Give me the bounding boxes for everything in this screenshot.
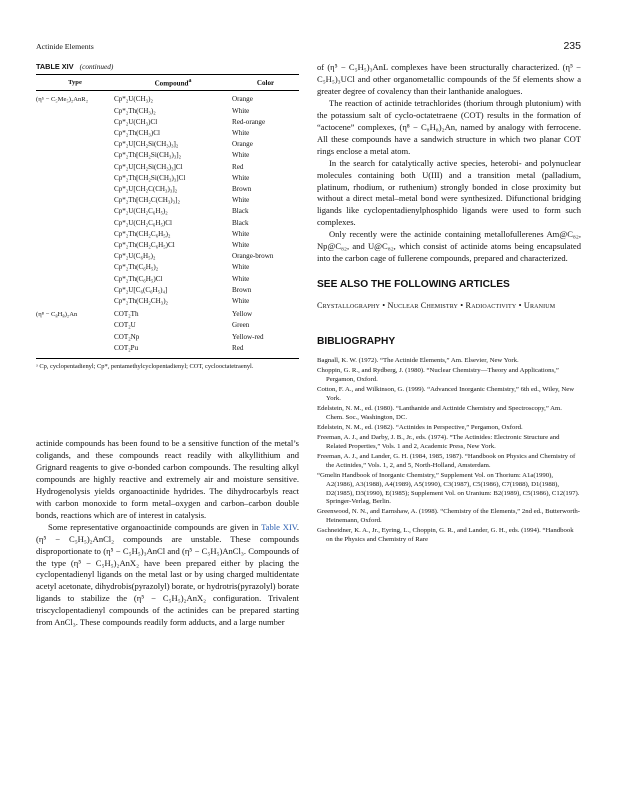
cell-color: Brown — [232, 285, 252, 294]
cell-color: Yellow-red — [232, 332, 264, 341]
cell-compound: COT₂Pu — [114, 343, 232, 359]
bibliography-entry: Choppin, G. R., and Rydberg, J. (1980). “Nuclear Chemistry—Theory and Applications,” Pergamon, Oxford. — [317, 367, 559, 384]
cell-color: White — [232, 196, 250, 205]
table-row — [36, 184, 299, 195]
table-row — [36, 274, 299, 285]
page-number: 235 — [563, 40, 581, 52]
bibliography-entry: Bagnall, K. W. (1972). “The Actinide Elements,” Am. Elsevier, New York. — [317, 357, 519, 365]
table-row — [36, 285, 299, 296]
cell-compound: COT₂Th — [114, 310, 139, 319]
see-also-link-radioactivity[interactable]: Radioactivity — [465, 301, 517, 311]
cell-type — [36, 206, 114, 217]
cell-compound: Cp*₂U(CH₂C₆H₅)₂ — [114, 207, 168, 216]
cell-compound: Cp*₂Th(CH₃)Cl — [114, 128, 160, 137]
cell-color: White — [232, 128, 250, 137]
cell-color: Green — [232, 321, 250, 330]
running-title: Actinide Elements — [36, 42, 94, 51]
table-row — [36, 91, 299, 106]
see-also-link-crystallography[interactable]: Crystallography — [317, 301, 380, 311]
bibliography-heading: BIBLIOGRAPHY — [317, 336, 396, 348]
cell-compound: COT₂Np — [114, 332, 140, 341]
cell-color: Yellow — [232, 310, 253, 319]
table-row — [36, 173, 299, 184]
cell-type — [36, 150, 114, 161]
cell-type — [36, 195, 114, 206]
cell-type: (η⁵ − C₅Me₅)₂AnR₂ — [36, 96, 88, 104]
table-footnote: ᵃ Cp, cyclopentadienyl; Cp*, pentamethylcyclopentadienyl; COT, cyclooctatetraenyl. — [36, 363, 254, 371]
right-paragraph-4: Only recently were the actinide containing metallofullerenes Am@C₈₂, Np@C₈₂, and U@C₈₂, which consist of actinide atoms being encapsulated into the carbon cage of fullerene compounds, prepared and characterized. — [317, 229, 581, 264]
table-row — [36, 251, 299, 262]
bibliography-entry: Edelstein, N. M., ed. (1980). “Lanthanide and Actinide Chemistry and Spectroscopy,” Am. Chem. Soc., Washington, DC. — [317, 405, 562, 421]
cell-type — [36, 117, 114, 128]
bibliography-entry: Greenwood, N. N., and Earnshaw, A. (1998). “Chemistry of the Elements,” 2nd ed., Butterworth-Heinemann, Oxford. — [317, 508, 580, 525]
bibliography-entry: Gschneidner, K. A., Jr., Eyring, L., Choppin, G. R., and Lander, G. H., eds. (1994). “Handbook on the Physics and Chemistry of Rare — [317, 527, 574, 544]
cell-color: Red-orange — [232, 117, 266, 126]
cell-type — [36, 332, 114, 343]
bibliography-entry: Freeman, A. J., and Darby, J. B., Jr., eds. (1974). “The Actinides: Electronic Structure and Related Properties,” Vols. 1 and 2, Academic Press, New York. — [317, 434, 560, 451]
see-also-bullet: • — [518, 301, 522, 311]
table-row — [36, 117, 299, 128]
right-column — [317, 62, 581, 546]
table-continued: (continued) — [79, 62, 114, 71]
cell-color: Orange — [232, 95, 253, 104]
left-paragraph-1: actinide compounds has been found to be a sensitive function of the metal’s coligands, and these compounds react readily with alkyllithium and Grignard reagents to give σ-bonded carbon compounds. The resulting alkyl compounds are highly reactive and extremely air and moisture sensitive. Hydrogenolysis yields organoactinide hydrides. The dihydrocarbyls react with carbon monoxide to form metal–oxygen and carbon–carbon double bonds, reactions which are of interest in catalysis. — [36, 438, 299, 520]
cell-compound: Cp*₂Th(CH₂C₆H₅)Cl — [114, 241, 175, 249]
table-row — [36, 139, 299, 150]
cell-color: White — [232, 151, 250, 160]
cell-compound: Cp*₂Th(CH₃)₂ — [114, 106, 156, 115]
cell-color: Orange-brown — [232, 252, 274, 261]
cell-color: Red — [232, 162, 244, 171]
header-type: Type — [36, 75, 114, 91]
cell-type — [36, 320, 114, 331]
right-paragraph-3: In the search for catalytically active species, heterobi- and polynuclear molecules containing both U(III) and a transition metal (palladium, platinum, rhodium, or ruthenium) strongly bonded in close proximity but without a direct metal–metal bond were synthesized. Difunctional bridging ligands like cyclopentadienylphosphido ligands were used to form such complexes. — [317, 157, 581, 228]
table-row — [36, 262, 299, 273]
cell-type: (η⁸ − C₈H₈)₂An — [36, 311, 78, 319]
cell-type — [36, 106, 114, 117]
left-paragraph-2-start: Some representative organoactinide compounds are given in — [48, 521, 262, 532]
table-body — [36, 91, 299, 359]
cell-type — [36, 162, 114, 173]
cell-compound: Cp*₂U(CH₂C₆H₅)Cl — [114, 218, 172, 227]
cell-compound: COT₂U — [114, 321, 136, 330]
see-also-link-uranium[interactable]: Uranium — [523, 301, 556, 311]
left-body-text — [36, 438, 299, 629]
header-compound-label: Compound — [154, 79, 189, 88]
bibliography-list — [317, 357, 581, 545]
bibliography-entry: Cotton, F. A., and Wilkinson, G. (1999). “Advanced Inorganic Chemistry,” 6th ed., Wiley, New York. — [317, 386, 575, 403]
cell-color: White — [232, 297, 250, 306]
cell-type — [36, 296, 114, 307]
table-row — [36, 128, 299, 139]
cell-type — [36, 128, 114, 139]
table-row — [36, 106, 299, 117]
cell-compound: Cp*₂U[CH₂C(CH₃)₃]₂ — [114, 184, 178, 193]
see-also-heading: SEE ALSO THE FOLLOWING ARTICLES — [317, 279, 510, 291]
table-row — [36, 296, 299, 307]
cell-color: White — [232, 106, 250, 115]
table-row — [36, 307, 299, 320]
table-row — [36, 150, 299, 161]
cell-compound: Cp*₂Th[CH₂C(CH₃)₃]₂ — [114, 196, 180, 205]
cell-color: White — [232, 173, 250, 182]
cell-color: Brown — [232, 184, 252, 193]
see-also-bullet: • — [382, 301, 386, 311]
header-compound — [114, 75, 232, 91]
header-compound-note: a — [188, 78, 192, 84]
cell-type — [36, 139, 114, 150]
cell-compound: Cp*₂Th[CH₂Si(CH₃)₃]₂ — [114, 151, 182, 160]
table-row — [36, 332, 299, 343]
header-color: Color — [232, 75, 299, 91]
right-paragraph-2: The reaction of actinide tetrachlorides (thorium through plutonium) with the potassium salt of cyclo-octatetraene (COT) results in the formation of “actocene” complexes, (η⁸ − C₈H₈)₂An, named by analogy with ferrocene. All these compounds have a sandwich structure in which two planar COT rings enclose a metal atom. — [317, 97, 581, 156]
table-xiv-link[interactable]: Table XIV — [261, 521, 297, 532]
table-row — [36, 320, 299, 331]
see-also-list — [317, 300, 581, 312]
table-row — [36, 240, 299, 251]
cell-type — [36, 343, 114, 359]
bibliography-entry: Edelstein, N. M., ed. (1982). “Actinides in Perspective,” Pergamon, Oxford. — [317, 424, 523, 432]
cell-type — [36, 274, 114, 285]
table-row — [36, 162, 299, 173]
table-section — [36, 62, 299, 371]
right-paragraph-1: of (η⁵ − C₅H₅)₃AnL complexes have been structurally characterized. (η⁵ − C₅H₅)₃UCl and other organometallic compounds of the 5f elements show a greater degree of covalency than their lanthanide analogues. — [317, 62, 581, 96]
bibliography-entry: Freeman, A. J., and Lander, G. H. (1984, 1985, 1987). “Handbook on Physics and Chemistry of the Actinides,” Vols. 1, 2, and 5, North-Holland, Amsterdam. — [317, 453, 576, 469]
cell-color: Black — [232, 207, 249, 216]
left-paragraph-2-rest: . (η⁵ − C₅H₅)₂AnCl₂ compounds are unstable. These compounds disproportionate to (η⁵ − C₅H₅)₃AnCl and (η⁵ − C₅H₅)AnCl₃. Compounds of the type (η⁵ − C₅H₅)₂AnX₂ have been prepared either by placing the cyclopentadienyl ligands on the metal last or by using charged multidentate acetyl acetonate, dihydrobis(pyrazolyl) borate, or hydrotris(pyrazolyl) borate ligands to stabilize the (η⁵ − C₅H₅)₂AnX₂ configuration. Trivalent triscyclopentadienyl compounds of the actinides can be prepared starting from AnCl₃. These compounds readily form adducts, and a large number — [36, 521, 300, 628]
table-row — [36, 343, 299, 359]
table-row — [36, 218, 299, 229]
table-caption — [36, 62, 299, 71]
cell-color: White — [232, 241, 250, 249]
cell-color: White — [232, 229, 250, 238]
cell-type — [36, 184, 114, 195]
cell-color: White — [232, 263, 250, 272]
left-paragraph-2 — [36, 522, 299, 630]
table-row — [36, 206, 299, 217]
cell-compound: Cp*₂Th(CH₂CH₃)₂ — [114, 297, 169, 306]
cell-compound: Cp*₂Th[CH₂Si(CH₃)₃]Cl — [114, 173, 186, 182]
cell-compound: Cp*₂U(CH₃)Cl — [114, 117, 158, 126]
cell-compound: Cp*₂Th(CH₂C₆H₅)₂ — [114, 229, 171, 238]
cell-compound: Cp*₂U[C₆(C₆H₅)₄] — [114, 285, 168, 294]
table-title: TABLE XIV — [36, 62, 74, 71]
cell-compound: Cp*₂U(C₆H₅)₂ — [114, 252, 156, 261]
see-also-link-nuclear-chemistry[interactable]: Nuclear Chemistry — [387, 301, 459, 311]
cell-color: Orange — [232, 140, 253, 149]
cell-compound: Cp*₂Th(C₆H₅)Cl — [114, 274, 163, 283]
cell-type — [36, 218, 114, 229]
cell-type — [36, 262, 114, 273]
cell-type — [36, 229, 114, 240]
cell-type — [36, 240, 114, 251]
cell-color: White — [232, 274, 250, 283]
cell-compound: Cp*₂Th(C₆H₅)₂ — [114, 263, 159, 272]
compounds-table — [36, 74, 299, 359]
bibliography-entry: “Gmelin Handbook of Inorganic Chemistry,” Supplement Vol. on Thorium: A1a(1990), A2(1986), A3(1988), A4(1989), A5(1990), C3(1987), C5(1986), C7(1988), D1(1988), D2(1985), D3(1990), E(1985); Supplement Vol. on Uranium: B2(1989), C5(1986), C12(197). Springer-Verlag, Berlin. — [317, 472, 580, 506]
see-also-bullet: • — [460, 301, 464, 311]
table-row — [36, 195, 299, 206]
table-row — [36, 229, 299, 240]
cell-type — [36, 251, 114, 262]
cell-color: Black — [232, 218, 249, 227]
cell-type — [36, 173, 114, 184]
cell-compound: Cp*₂U[CH₂Si(CH₃)₃]Cl — [114, 162, 183, 171]
cell-color: Red — [232, 343, 299, 359]
cell-compound: Cp*₂U[CH₂Si(CH₃)₃]₂ — [114, 140, 179, 149]
cell-compound: Cp*₂U(CH₃)₂ — [114, 95, 153, 104]
cell-type — [36, 285, 114, 296]
